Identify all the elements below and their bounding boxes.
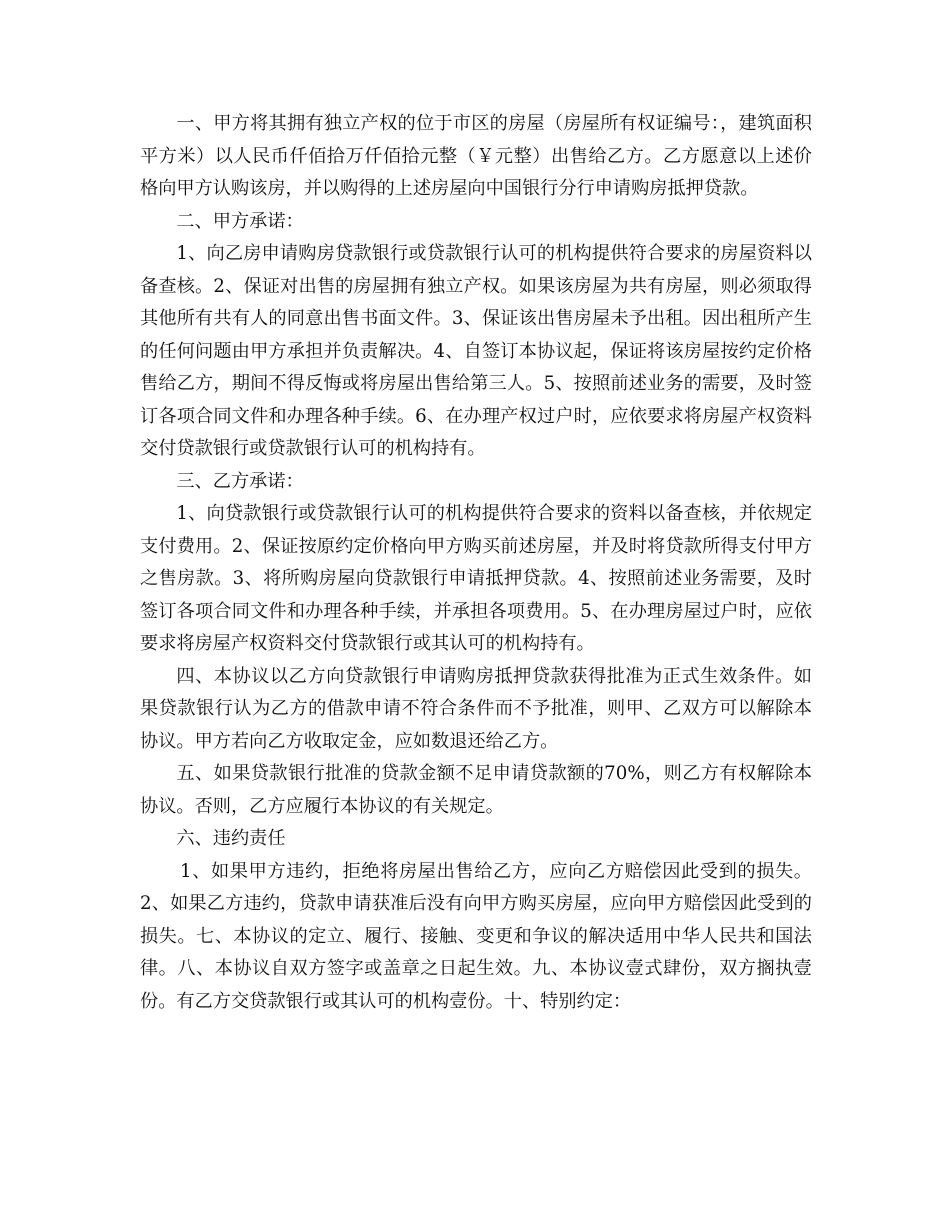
- party-a-commitments-paragraph: 1、向乙房申请购房贷款银行或贷款银行认可的机构提供符合要求的房屋资料以备查核。2、保证对出售的房屋拥有独立产权。如果该房屋为共有房屋，则必须取得其他所有共有人的同意出售书面文件。3、保证该出售房屋未予出租。因出租所产生的任何问题由甲方承担并负责解决。4、自签订本协议起，保证将该房屋按约定价格售给乙方，期间不得反悔或将房屋出售给第三人。5、按照前述业务的需要，及时签订各项合同文件和办理各种手续。6、在办理产权过户时，应依要求将房屋产权资料交付贷款银行或贷款银行认可的机构持有。: [140, 243, 812, 459]
- document-page: [140, 108, 812, 1018]
- party-b-commitments-paragraph: 1、向贷款银行或贷款银行认可的机构提供符合要求的资料以备查核，并依规定支付费用。2、保证按原约定价格向甲方购买前述房屋，并及时将贷款所得支付甲方之售房款。3、将所购房屋向贷款银行申请抵押贷款。4、按照前述业务需要，及时签订各项合同文件和办理各种手续，并承担各项费用。5、在办理房屋过户时，应依要求将房屋产权资料交付贷款银行或其认可的机构持有。: [140, 503, 812, 654]
- clause-1-paragraph: 一、甲方将其拥有独立产权的位于市区的房屋（房屋所有权证编号：，建筑面积平方米）以人民币仟佰拾万仟佰拾元整（￥元整）出售给乙方。乙方愿意以上述价格向甲方认购该房，并以购得的上述房屋向中国银行分行申请购房抵押贷款。: [140, 113, 812, 199]
- clause-5-paragraph: 五、如果贷款银行批准的贷款金额不足申请贷款额的70%，则乙方有权解除本协议。否则，乙方应履行本协议的有关规定。: [140, 763, 812, 817]
- breach-and-other-clauses-paragraph: 1、如果甲方违约，拒绝将房屋出售给乙方，应向乙方赔偿因此受到的损失。2、如果乙方违约，贷款申请获准后没有向甲方购买房屋，应向甲方赔偿因此受到的损失。七、本协议的定立、履行、接触、变更和争议的解决适用中华人民共和国法律。八、本协议自双方签字或盖章之日起生效。九、本协议壹式肆份，双方搁执壹份。有乙方交贷款银行或其认可的机构壹份。十、特别约定：: [140, 860, 812, 1012]
- clause-6-heading: 六、违约责任: [176, 828, 286, 849]
- clause-2-heading: 二、甲方承诺：: [176, 210, 304, 232]
- clause-3-heading: 三、乙方承诺：: [176, 470, 304, 492]
- clause-4-paragraph: 四、本协议以乙方向贷款银行申请购房抵押贷款获得批准为正式生效条件。如果贷款银行认为乙方的借款申请不符合条件而不予批准，则甲、乙双方可以解除本协议。甲方若向乙方收取定金，应如数退还给乙方。: [140, 665, 812, 752]
